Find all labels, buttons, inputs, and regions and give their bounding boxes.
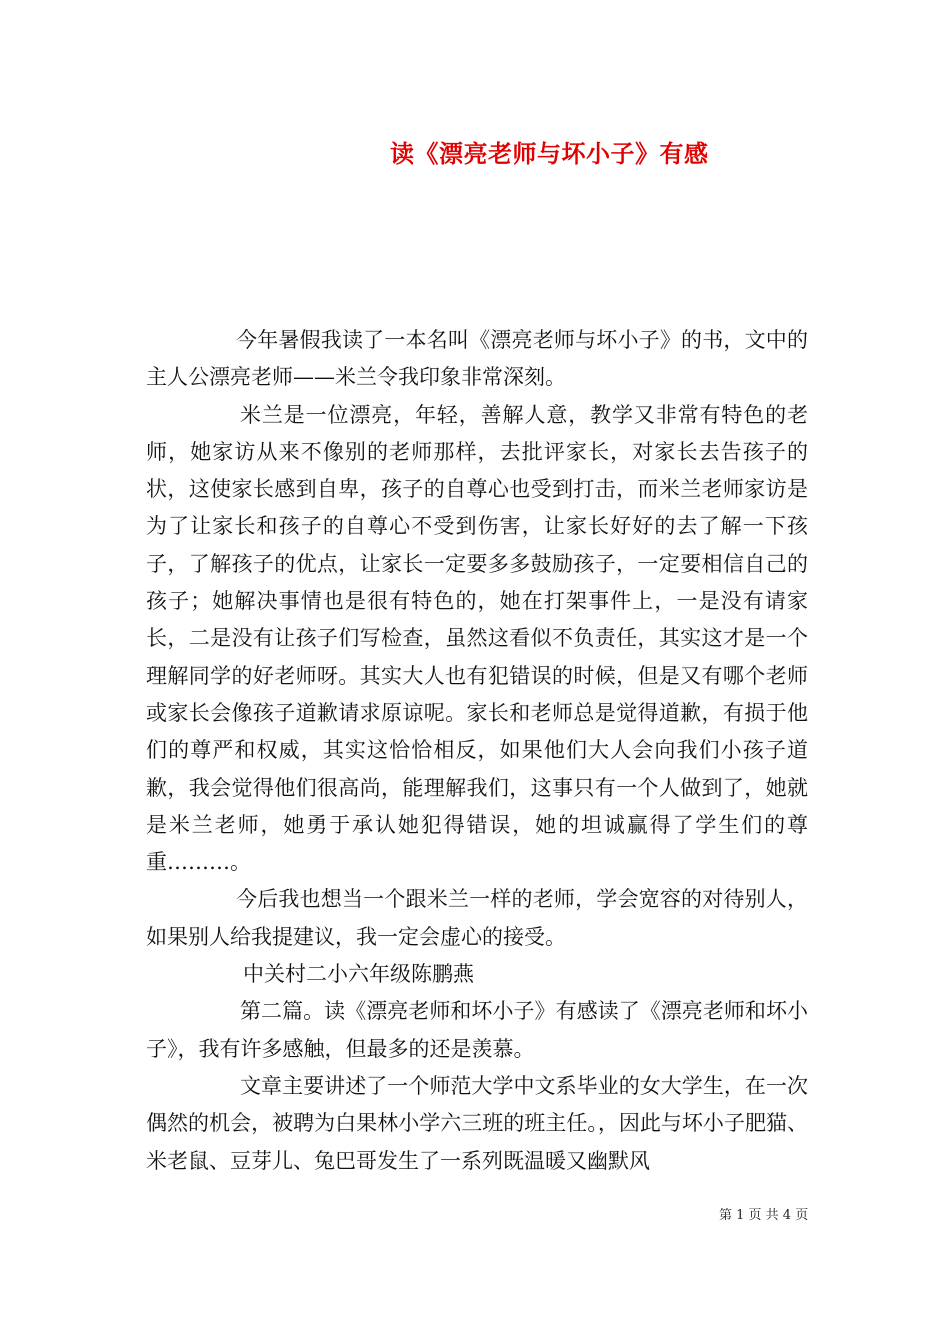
author-signature: 中关村二小六年级陈鹏燕 <box>243 962 474 987</box>
paragraph-milan-description: 米兰是一位漂亮，年轻，善解人意，教学又非常有特色的老师，她家访从来不像别的老师那样，去批评家长，对家长去告孩子的状，这使家长感到自卑，孩子的自尊心也受到打击，而米兰老师家访是为了让家长和孩子的自尊心不受到伤害，让家长好好的去了解一下孩子，了解孩子的优点，让家长一定要多多鼓励孩子，一定要相信自己的孩子；她解决事情也是很有特色的，她在打架事件上，一是没有请家长，二是没有让孩子们写检查，虽然这看似不负责任，其实这才是一个理解同学的好老师呀。其实大人也有犯错误的时候，但是又有哪个老师或家长会像孩子道歉请求原谅呢。家长和老师总是觉得道歉，有损于他们的尊严和权威，其实这恰恰相反，如果他们大人会向我们小孩子道歉，我会觉得他们很高尚，能理解我们，这事只有一个人做到了，她就是米兰老师，她勇于承认她犯得错误，她的坦诚赢得了学生们的尊重………。 <box>146 402 808 875</box>
paragraph-second-article-intro: 第二篇。读《漂亮老师和坏小子》有感读了《漂亮老师和坏小子》，我有许多感触，但最多的还是羡慕。 <box>146 999 808 1061</box>
document-title: 读《漂亮老师与坏小子》有感 <box>390 139 709 168</box>
paragraph-second-article-summary: 文章主要讲述了一个师范大学中文系毕业的女大学生，在一次偶然的机会，被聘为白果林小学六三班的班主任。，因此与坏小子肥猫、米老鼠、豆芽儿、兔巴哥发生了一系列既温暖又幽默风 <box>146 1073 808 1173</box>
paragraph-conclusion: 今后我也想当一个跟米兰一样的老师，学会宽容的对待别人，如果别人给我提建议，我一定会虚心的接受。 <box>146 887 808 949</box>
paragraph-intro: 今年暑假我读了一本名叫《漂亮老师与坏小子》的书，文中的主人公漂亮老师——米兰令我印象非常深刻。 <box>146 328 808 390</box>
page-number-footer: 第 1 页 共 4 页 <box>719 1208 809 1223</box>
document-body <box>146 322 808 1180</box>
